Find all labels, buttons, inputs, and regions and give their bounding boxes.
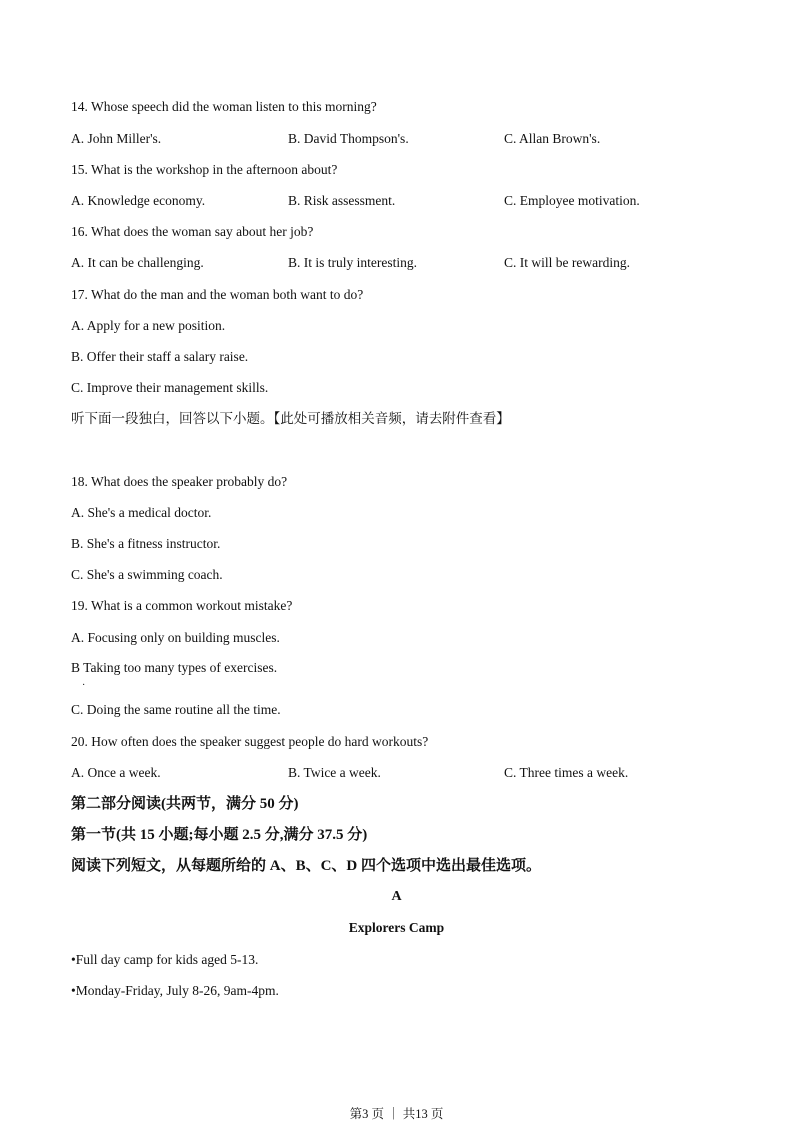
option-b: B. Twice a week.: [288, 765, 381, 780]
audio-instruction: 听下面一段独白，回答以下小题。【此处可播放相关音频，请去附件查看】: [71, 411, 510, 426]
passage-bullet: •Monday-Friday, July 8-26, 9am-4pm.: [71, 983, 279, 998]
passage-bullet: •Full day camp for kids aged 5-13.: [71, 952, 259, 967]
question-18-option-c: C. She's a swimming coach.: [71, 567, 223, 582]
option-b: B. David Thompson's.: [288, 131, 409, 146]
option-c: C. Allan Brown's.: [504, 131, 601, 146]
option-c: C. Employee motivation.: [504, 193, 640, 208]
question-17-option-b: B. Offer their staff a salary raise.: [71, 349, 249, 364]
option-b: B. Risk assessment.: [288, 193, 396, 208]
sub-title: 第一节(共 15 小题;每小题 2.5 分,满分 37.5 分): [71, 827, 368, 843]
question-17-option-a: A. Apply for a new position.: [71, 318, 226, 333]
question-17-option-c: C. Improve their management skills.: [71, 380, 269, 395]
page-number-footer: 第3 页 ｜ 共13 页: [349, 1107, 444, 1121]
stray-dot: ·: [82, 680, 86, 691]
option-c: C. Three times a week.: [504, 765, 629, 780]
passage-title: Explorers Camp: [348, 920, 445, 935]
question-19-option-a: A. Focusing only on building muscles.: [71, 630, 280, 645]
question-19-option-b: B Taking too many types of exercises.: [71, 660, 278, 675]
question-16-stem: 16. What does the woman say about her job?: [71, 224, 314, 239]
question-17-stem: 17. What do the man and the woman both want to do?: [71, 287, 364, 302]
question-15-stem: 15. What is the workshop in the afternoon about?: [71, 162, 338, 177]
option-a: A. Knowledge economy.: [71, 193, 206, 208]
option-a: A. It can be challenging.: [71, 255, 204, 270]
passage-letter: A: [391, 889, 402, 904]
option-a: A. Once a week.: [71, 765, 161, 780]
question-20-stem: 20. How often does the speaker suggest people do hard workouts?: [71, 734, 429, 749]
option-c: C. It will be rewarding.: [504, 255, 630, 270]
question-19-option-c: C. Doing the same routine all the time.: [71, 702, 281, 717]
question-19-stem: 19. What is a common workout mistake?: [71, 598, 293, 613]
question-18-option-b: B. She's a fitness instructor.: [71, 536, 221, 551]
option-b: B. It is truly interesting.: [288, 255, 417, 270]
question-18-option-a: A. She's a medical doctor.: [71, 505, 212, 520]
option-a: A. John Miller's.: [71, 131, 162, 146]
question-14-stem: 14. Whose speech did the woman listen to this morning?: [71, 99, 377, 114]
instruction: 阅读下列短文，从每题所给的 A、B、C、D 四个选项中选出最佳选项。: [71, 858, 542, 874]
question-18-stem: 18. What does the speaker probably do?: [71, 474, 288, 489]
part-title: 第二部分阅读(共两节，满分 50 分): [71, 796, 299, 812]
